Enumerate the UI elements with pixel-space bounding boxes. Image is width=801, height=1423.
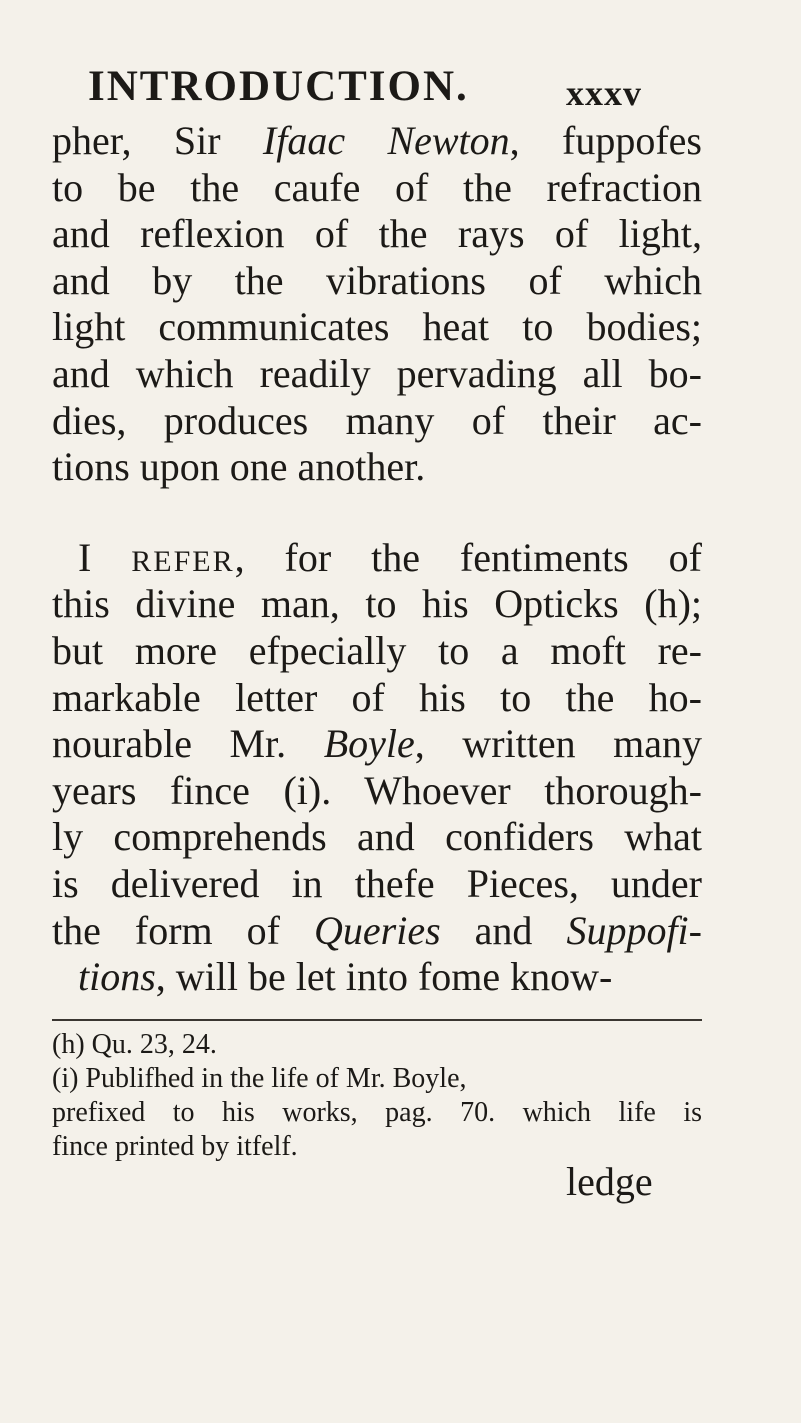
text-line: but more efpecially to a moft re-	[52, 627, 702, 673]
footnotes	[52, 1028, 702, 1164]
running-head	[0, 62, 801, 112]
text-line: I REFER, for the fentiments of	[78, 534, 702, 580]
footnote-i: (i) Publifhed in the life of Mr. Boyle,	[52, 1063, 467, 1094]
text-line: tions, will be let into fome know-	[78, 954, 613, 1000]
catchword: ledge	[566, 1159, 653, 1204]
text-line: and by the vibrations of which	[52, 257, 702, 303]
footnote-h: (h) Qu. 23, 24.	[52, 1029, 217, 1060]
text-line: light communicates heat to bodies;	[52, 304, 702, 350]
text-line: this divine man, to his Opticks (h);	[52, 581, 702, 627]
text-line: years fince (i). Whoever thorough-	[52, 767, 702, 813]
text-line: the form of Queries and Suppofi-	[52, 907, 702, 953]
text-line: pher, Sir Ifaac Newton, fuppofes	[52, 118, 702, 163]
footnote-rule	[52, 1019, 702, 1021]
text-line: to be the caufe of the refraction	[52, 164, 702, 210]
text-line: tions upon one another.	[52, 444, 426, 490]
text-line: dies, produces many of their ac-	[52, 397, 702, 443]
page-number: xxxv	[566, 73, 642, 113]
running-title: INTRODUCTION.	[88, 63, 469, 110]
text-line: and which readily pervading all bo-	[52, 350, 702, 396]
text-line: markable letter of his to the ho-	[52, 674, 702, 720]
text-line: nourable Mr. Boyle, written many	[52, 721, 703, 767]
text-line: and reflexion of the rays of light,	[52, 211, 702, 257]
body-text	[52, 118, 702, 1001]
text-line: ly comprehends and confiders what	[52, 814, 702, 860]
text-line: is delivered in thefe Pieces, under	[52, 860, 702, 906]
footnote-i-line: prefixed to his works, pag. 70. which life is	[52, 1097, 702, 1128]
footnote-i-line: fince printed by itfelf.	[52, 1131, 298, 1162]
